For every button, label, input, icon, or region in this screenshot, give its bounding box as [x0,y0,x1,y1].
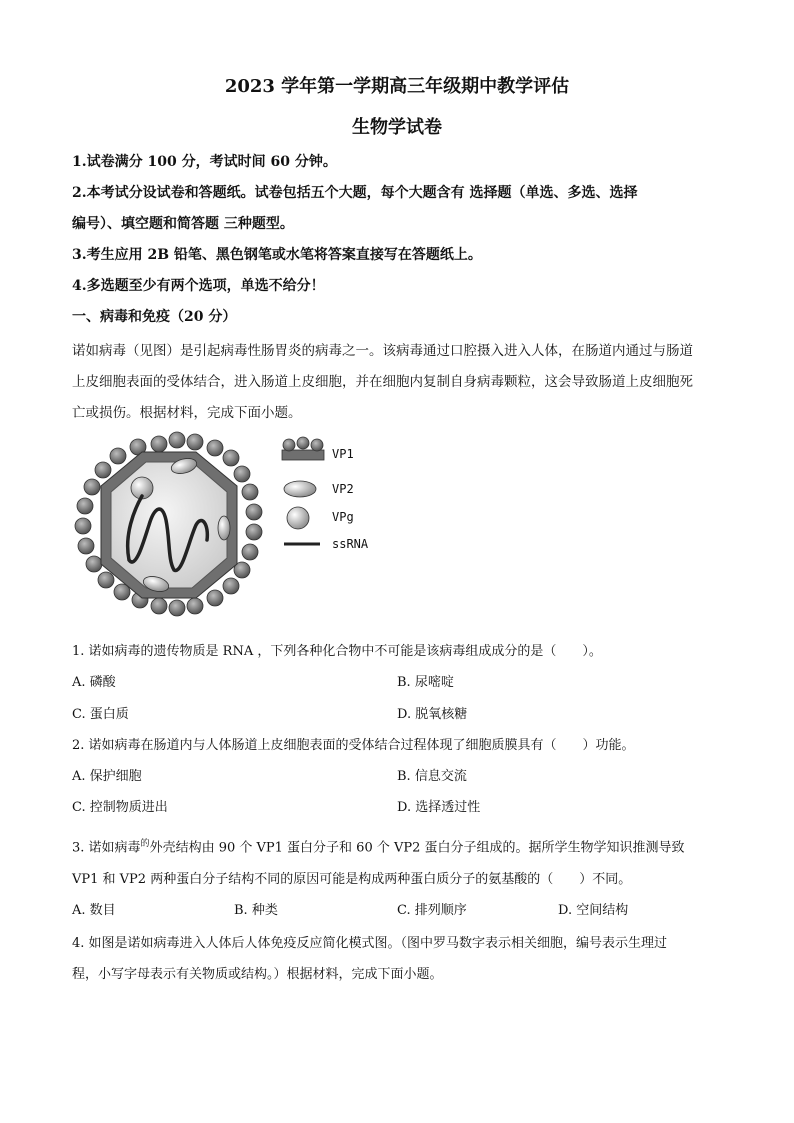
q2-option-a: A. 保护细胞 [72,769,142,784]
intro-line-2: 上皮细胞表面的受体结合，进入肠道上皮细胞，并在细胞内复制自身病毒颗粒，这会导致肠道上皮细胞死 [72,374,693,390]
question-1-stem: 1. 诺如病毒的遗传物质是 RNA ，下列各种化合物中不可能是该病毒组成成分的是（ ）。 [72,644,602,659]
q2-option-c: C. 控制物质进出 [72,800,168,815]
note-2: 2.本考试分设试卷和答题纸。试卷包括五个大题，每个大题含有 选择题（单选、多选、选择 [72,185,638,201]
q1-option-b: B. 尿嘧啶 [397,675,454,690]
note-3: 3.考生应用 2B 铅笔、黑色钢笔或水笔将答案直接写在答题纸上。 [72,247,482,263]
note-4: 4.多选题至少有两个选项，单选不给分！ [72,278,325,294]
vp2-legend-icon [284,481,316,497]
q1-option-c: C. 蛋白质 [72,707,129,722]
question-3-stem-line-1 [72,836,685,855]
exam-subtitle: 生物学试卷 [352,117,442,138]
q2-option-d: D. 选择透过性 [397,800,481,815]
q3-stem-rest: 外壳结构由 90 个 VP1 蛋白分子和 60 个 VP2 蛋白分子组成的。据所学生物学知识推测导致 [149,840,685,856]
q3-option-a: A. 数目 [72,903,116,918]
note-1: 1.试卷满分 100 分，考试时间 60 分钟。 [72,154,337,170]
legend-label-ssrna: ssRNA [332,537,369,551]
vp1-legend-icon [282,437,324,460]
question-2-stem: 2. 诺如病毒在肠道内与人体肠道上皮细胞表面的受体结合过程体现了细胞质膜具有（ ）功能。 [72,738,635,753]
legend-label-vp1: VP1 [332,447,354,461]
section-heading: 一、病毒和免疫（20 分） [72,309,237,325]
intro-line-1: 诺如病毒（见图）是引起病毒性肠胃炎的病毒之一。该病毒通过口腔摄入进入人体，在肠道内通过与肠道 [72,343,693,359]
question-4-stem-line-2: 程，小写字母表示有关物质或结构。）根据材料，完成下面小题。 [72,967,443,982]
q3-option-d: D. 空间结构 [558,903,629,918]
q1-option-d: D. 脱氧核糖 [397,707,468,722]
norovirus-figure [74,430,394,625]
q1-option-a: A. 磷酸 [72,675,116,690]
intro-line-3: 亡或损伤。根据材料，完成下面小题。 [72,405,302,421]
q3-option-c: C. 排列顺序 [397,903,467,918]
note-2-cont: 编号）、填空题和简答题 三种题型。 [72,216,294,232]
q3-stem-prefix: 3. 诺如病毒 [72,840,141,856]
legend-label-vp2: VP2 [332,482,354,496]
exam-title: 2023 学年第一学期高三年级期中教学评估 [224,76,570,97]
q3-option-b: B. 种类 [234,903,278,918]
question-4-stem-line-1: 4. 如图是诺如病毒进入人体后人体免疫反应简化模式图。（图中罗马数字表示相关细胞，编号表示生理过 [72,936,668,951]
legend-label-vpg: VPg [332,510,354,524]
q3-stem-sup: 的 [140,839,150,849]
figure-legend [282,437,324,544]
capsid-inner [111,462,227,588]
question-3-stem-line-2: VP1 和 VP2 两种蛋白分子结构不同的原因可能是构成两种蛋白质分子的氨基酸的（ ）不同。 [72,872,632,887]
q2-option-b: B. 信息交流 [397,769,467,784]
vpg-legend-icon [287,507,309,529]
